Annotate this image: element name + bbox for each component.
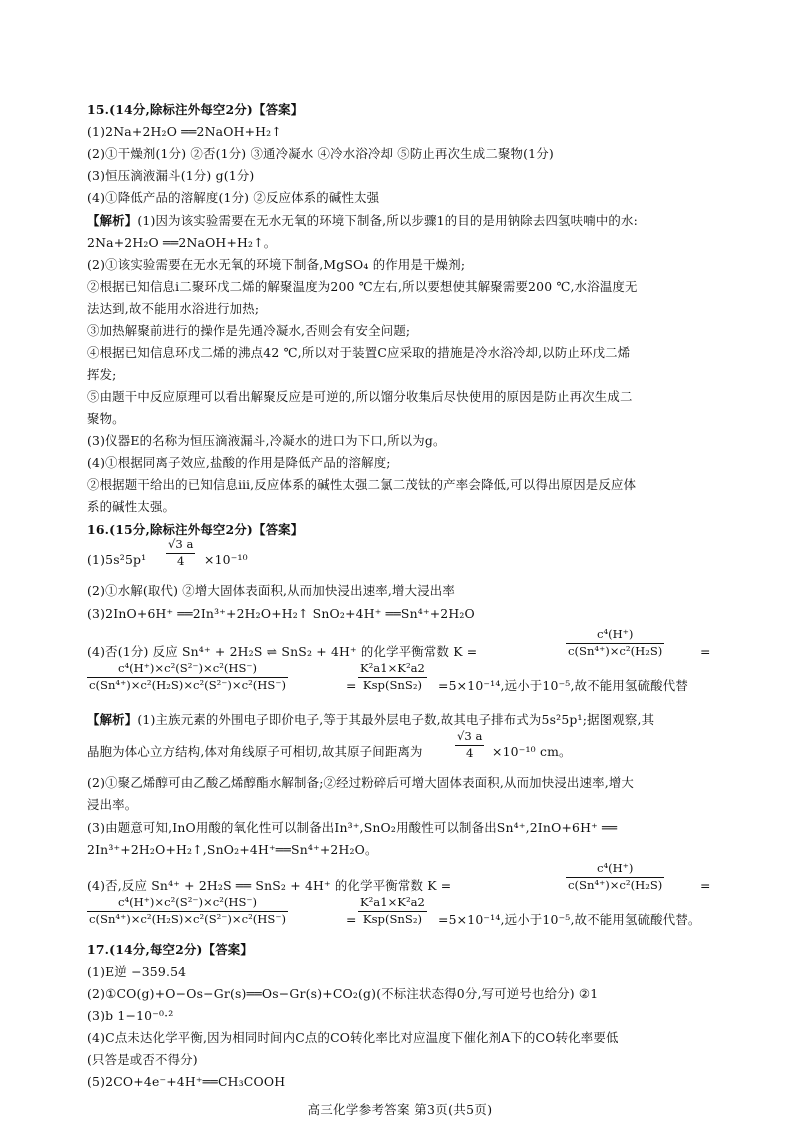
q16-analysis-line-1: 【解析】(1)主族元素的外围电子即价电子,等于其最外层电子数,故其电子排布式为5s²5p¹;据图观察,其 <box>87 712 655 727</box>
q16-analysis-line-6: 2In³⁺+2H₂O+H₂↑,SnO₂+4H⁺══Sn⁴⁺+2H₂O。 <box>87 842 378 857</box>
q16-answer-4-tail: =5×10⁻¹⁴,远小于10⁻⁵,故不能用氢硫酸代替 <box>438 678 688 693</box>
q16-answer-4-lead: (4)否(1分) 反应 Sn⁴⁺ + 2H₂S ⇌ SnS₂ + 4H⁺ 的化学平衡常数 K = <box>87 644 478 659</box>
q16-answer-3: (3)2InO+6H⁺ ══2In³⁺+2H₂O+H₂↑ SnO₂+4H⁺ ══Sn⁴⁺+2H₂O <box>87 606 475 621</box>
q16-analysis-line-4: 浸出率。 <box>87 797 138 812</box>
q15-analysis-line-3: (2)①该实验需要在无水无氧的环境下制备,MgSO₄ 的作用是干燥剂; <box>87 257 466 272</box>
q15-analysis-line-5: 法达到,故不能用水浴进行加热; <box>87 301 260 316</box>
q15-answer-2: (2)①干燥剂(1分) ②否(1分) ③通冷凝水 ④冷水浴冷却 ⑤防止再次生成二聚物(1分) <box>87 146 554 161</box>
q15-analysis-line-11: (3)仪器E的名称为恒压滴液漏斗,冷凝水的进口为下口,所以为g。 <box>87 433 446 448</box>
q16-analysis-line-2-post: ×10⁻¹⁰ cm。 <box>492 744 572 759</box>
q16-analysis-fraction: $\frac{√3 a}{4}$ <box>457 729 483 760</box>
q16-header: 16.(15分,除标注外每空2分)【答案】 <box>87 522 304 537</box>
q16-answer-4-big-fraction: $\frac{\text{c⁴(H⁺)×c²(S²⁻)×c²(HS⁻)}}{\text{c(Sn⁴⁺)×c²(H₂S)×c²(S²⁻)×c²(HS⁻)}}$ <box>89 661 287 692</box>
q15-analysis-line-14: 系的碱性太强。 <box>87 499 176 514</box>
q16-analysis-eq: = <box>700 878 711 893</box>
q16-answer-4-k-fraction: $\frac{\text{c⁴(H⁺)}}{\text{c(Sn⁴⁺)×c²(H₂S)}}$ <box>568 627 663 658</box>
q16-analysis-tail: =5×10⁻¹⁴,远小于10⁻⁵,故不能用氢硫酸代替。 <box>438 912 701 927</box>
q15-analysis-line-1: 【解析】(1)因为该实验需要在无水无氧的环境下制备,所以步骤1的目的是用钠除去四氢呋喃中的水: <box>87 213 638 228</box>
q15-analysis-line-8: 挥发; <box>87 367 117 382</box>
q17-answer-3: (3)b 1−10⁻⁰·² <box>87 1008 174 1023</box>
sqrt3a-numerator: √3 a <box>166 538 195 554</box>
q16-analysis-line-2-pre: 晶胞为体心立方结构,体对角线原子可相切,故其原子间距离为 <box>87 744 423 759</box>
q15-answer-4: (4)①降低产品的溶解度(1分) ②反应体系的碱性太强 <box>87 190 380 205</box>
q16-answer-1-fraction <box>166 538 195 569</box>
q17-header: 17.(14分,每空2分)【答案】 <box>87 942 253 957</box>
q15-header: 15.(14分,除标注外每空2分)【答案】 <box>87 102 304 117</box>
q17-answer-4-note: (只答是或否不得分) <box>87 1052 198 1067</box>
q15-analysis-label: 【解析】 <box>87 213 138 228</box>
q16-analysis-ka-fraction: K²a1×K²a2 Ksp(SnS₂) <box>360 895 425 926</box>
q16-analysis-line-3: (2)①聚乙烯醇可由乙酸乙烯醇酯水解制备;②经过粉碎后可增大固体表面积,从而加快浸出速率,增大 <box>87 775 635 790</box>
q15-analysis-line-12: (4)①根据同离子效应,盐酸的作用是降低产品的溶解度; <box>87 455 391 470</box>
page-footer: 高三化学参考答案 第3页(共5页) <box>307 1102 493 1117</box>
q15-analysis-line-4: ②根据已知信息ⅰ二聚环戊二烯的解聚温度为200 ℃左右,所以要想使其解聚需要200 ℃,水浴温度无 <box>87 279 638 294</box>
q15-analysis-line-13: ②根据题干给出的已知信息ⅲ,反应体系的碱性太强二氯二茂钛的产率会降低,可以得出原因是反应体 <box>87 477 637 492</box>
q17-answer-2: (2)①CO(g)+O−Os−Gr(s)══Os−Gr(s)+CO₂(g)(不标注状态得0分,写可逆号也给分) ②1 <box>87 986 599 1001</box>
q15-answer-1: (1)2Na+2H₂O ══2NaOH+H₂↑ <box>87 124 282 139</box>
q15-analysis-line-7: ④根据已知信息环戊二烯的沸点42 ℃,所以对于装置C应采取的措施是冷水浴冷却,以防止环戊二烯 <box>87 345 631 360</box>
q15-analysis-line-9: ⑤由题干中反应原理可以看出解聚反应是可逆的,所以馏分收集后尽快使用的原因是防止再次生成二 <box>87 389 633 404</box>
q15-analysis-line-6: ③加热解聚前进行的操作是先通冷凝水,否则会有安全问题; <box>87 323 411 338</box>
q15-answer-3: (3)恒压滴液漏斗(1分) g(1分) <box>87 168 255 183</box>
q16-answer-2: (2)①水解(取代) ②增大固体表面积,从而加快浸出速率,增大浸出率 <box>87 583 455 598</box>
q16-analysis-big-fraction: $\frac{\text{c⁴(H⁺)×c²(S²⁻)×c²(HS⁻)}}{\text{c(Sn⁴⁺)×c²(H₂S)×c²(S²⁻)×c²(HS⁻)}}$ <box>89 895 287 926</box>
q16-answer-4-ka-fraction: K²a1×K²a2 Ksp(SnS₂) <box>360 661 425 692</box>
q15-analysis-line-2: 2Na+2H₂O ══2NaOH+H₂↑。 <box>87 235 277 250</box>
q16-analysis-line-5: (3)由题意可知,InO用酸的氧化性可以制备出In³⁺,SnO₂用酸性可以制备出Sn⁴⁺,2InO+6H⁺ ══ <box>87 820 618 835</box>
q16-answer-1-prefix: (1)5s²5p¹ <box>87 552 147 567</box>
q16-answer-4-eq-2: = <box>346 678 357 693</box>
q17-answer-5: (5)2CO+4e⁻+4H⁺══CH₃COOH <box>87 1074 286 1089</box>
q16-answer-4-eq: = <box>700 644 711 659</box>
q16-analysis-line-7-lead: (4)否,反应 Sn⁴⁺ + 2H₂S ══ SnS₂ + 4H⁺ 的化学平衡常数 K = <box>87 878 452 893</box>
q16-analysis-label: 【解析】 <box>87 712 138 727</box>
four-denominator: 4 <box>176 553 185 568</box>
q17-answer-1: (1)E逆 −359.54 <box>87 964 187 979</box>
q17-answer-4: (4)C点未达化学平衡,因为相同时间内C点的CO转化率比对应温度下催化剂A下的CO转化率要低 <box>87 1030 619 1045</box>
q16-analysis-k-fraction: $\frac{\text{c⁴(H⁺)}}{\text{c(Sn⁴⁺)×c²(H₂S)}}$ <box>568 861 663 892</box>
q15-analysis-line-10: 聚物。 <box>87 411 125 426</box>
q16-analysis-eq-2: = <box>346 912 357 927</box>
q16-answer-1-suffix: ×10⁻¹⁰ <box>204 552 248 567</box>
